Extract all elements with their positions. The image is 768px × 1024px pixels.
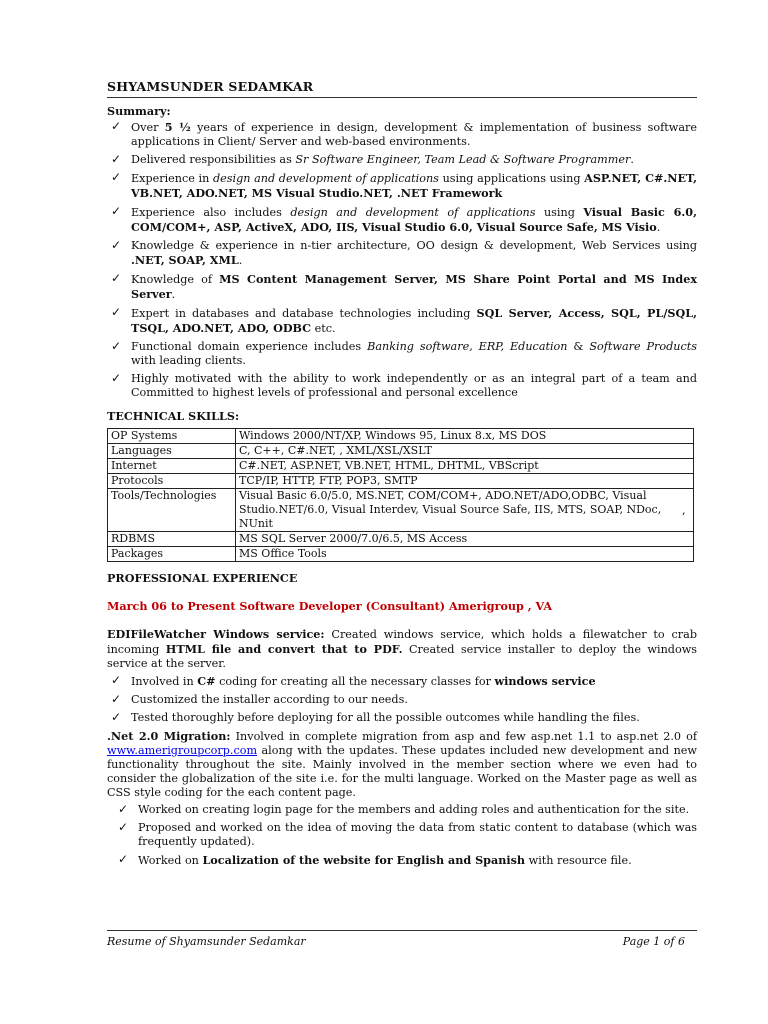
check-icon: ✓	[118, 802, 129, 816]
summary-heading: Summary:	[107, 104, 171, 118]
list-item: ✓ Delivered responsibilities as Sr Software Engineer, Team Lead & Software Programmer.	[111, 152, 634, 166]
amerigroup-link[interactable]: www.amerigroupcorp.com	[107, 744, 258, 757]
list-item: ✓ Highly motivated with the ability to work independently or as an integral part of a team and Committed to highest levels of professional and personal excellence	[111, 371, 697, 399]
check-icon: ✓	[111, 119, 122, 133]
job-title: March 06 to Present Software Developer (Consultant) Amerigroup , VA	[107, 599, 553, 613]
check-icon: ✓	[118, 852, 129, 866]
list-item: ✓ Knowledge & experience in n-tier architecture, OO design & development, Web Services using .NET, SOAP, XML.	[111, 238, 697, 267]
list-item: ✓ Knowledge of MS Content Management Server, MS Share Point Portal and MS Index Server.	[111, 271, 697, 301]
list-item: ✓ Involved in C# coding for creating all the necessary classes for windows service	[111, 673, 596, 688]
summary-list	[107, 120, 697, 400]
check-icon: ✓	[111, 692, 122, 706]
stray-comma: ,	[682, 504, 686, 517]
skills-table	[107, 428, 694, 562]
technical-skills-heading: TECHNICAL SKILLS:	[107, 409, 240, 423]
table-row: OP Systems Windows 2000/NT/XP, Windows 95, Linux 8.x, MS DOS	[108, 429, 694, 444]
project-list-edifilewatcher	[107, 674, 697, 725]
check-icon: ✓	[111, 673, 122, 687]
list-item: ✓ Over 5 ½ years of experience in design, development & implementation of business software applications in Client/ Server and web-based environments.	[111, 119, 697, 148]
candidate-name: SHYAMSUNDER SEDAMKAR	[107, 80, 697, 98]
table-row: Tools/Technologies Visual Basic 6.0/5.0, MS.NET, COM/COM+, ADO.NET/ADO,ODBC, Visual Studio.NET/6.0, Visual Interdev, Visual Source Safe, IIS, MTS, SOAP, NDoc, NUnit	[108, 489, 694, 532]
check-icon: ✓	[118, 820, 129, 834]
table-row: Languages C, C++, C#.NET, , XML/XSL/XSLT	[108, 444, 694, 459]
list-item: ✓ Experience in design and development of applications using applications using ASP.NET, C#.NET, VB.NET, ADO.NET, MS Visual Studio.NET, .NET Framework	[111, 170, 697, 200]
list-item: ✓ Functional domain experience includes Banking software, ERP, Education & Software Products with leading clients.	[111, 339, 697, 367]
check-icon: ✓	[111, 152, 122, 166]
footer-page-number: Page 1 of 6	[622, 935, 685, 948]
table-row: Packages MS Office Tools	[108, 547, 694, 562]
check-icon: ✓	[111, 339, 122, 353]
footer-resume-label: Resume of Shyamsunder Sedamkar	[107, 935, 306, 948]
check-icon: ✓	[111, 170, 122, 184]
page-footer	[107, 930, 697, 948]
project-paragraph-net-migration: .Net 2.0 Migration: Involved in complete migration from asp and few asp.net 1.1 to asp.net 2.0 of www.amerigroupcorp.com along with the updates. These updates included new development and new functionality throughout the site. Mainly involved in the member section where we even had to consider the globalization of the site i.e. for the multi language. Worked on the Master page as well as CSS style coding for the each content page.	[107, 729, 697, 799]
check-icon: ✓	[111, 305, 122, 319]
table-row: Protocols TCP/IP, HTTP, FTP, POP3, SMTP	[108, 474, 694, 489]
check-icon: ✓	[111, 271, 122, 285]
list-item: ✓ Customized the installer according to our needs.	[111, 692, 408, 706]
list-item: ✓ Experience also includes design and development of applications using Visual Basic 6.0, COM/COM+, ASP, ActiveX, ADO, IIS, Visual Studio 6.0, Visual Source Safe, MS Visio.	[111, 204, 697, 234]
check-icon: ✓	[111, 238, 122, 252]
check-icon: ✓	[111, 710, 122, 724]
project-list-net-migration	[107, 803, 697, 868]
list-item: ✓ Expert in databases and database technologies including SQL Server, Access, SQL, PL/SQL, TSQL, ADO.NET, ADO, ODBC etc.	[111, 305, 698, 335]
table-row: Internet C#.NET, ASP.NET, VB.NET, HTML, DHTML, VBScript	[108, 459, 694, 474]
list-item: ✓ Worked on Localization of the website for English and Spanish with resource file.	[118, 852, 632, 867]
list-item: ✓ Tested thoroughly before deploying for all the possible outcomes while handling the files.	[111, 710, 640, 724]
check-icon: ✓	[111, 371, 122, 385]
list-item: ✓ Worked on creating login page for the members and adding roles and authentication for the site.	[118, 802, 690, 816]
check-icon: ✓	[111, 204, 122, 218]
document-body	[107, 80, 697, 872]
project-paragraph-edifilewatcher: EDIFileWatcher Windows service: Created windows service, which holds a filewatcher to crab incoming HTML file and convert that to PDF. Created service installer to deploy the windows service at the server.	[107, 627, 698, 670]
list-item: ✓ Proposed and worked on the idea of moving the data from static content to database (which was frequently updated).	[118, 820, 697, 848]
table-row: RDBMS MS SQL Server 2000/7.0/6.5, MS Access	[108, 532, 694, 547]
professional-experience-heading: PROFESSIONAL EXPERIENCE	[107, 571, 298, 585]
